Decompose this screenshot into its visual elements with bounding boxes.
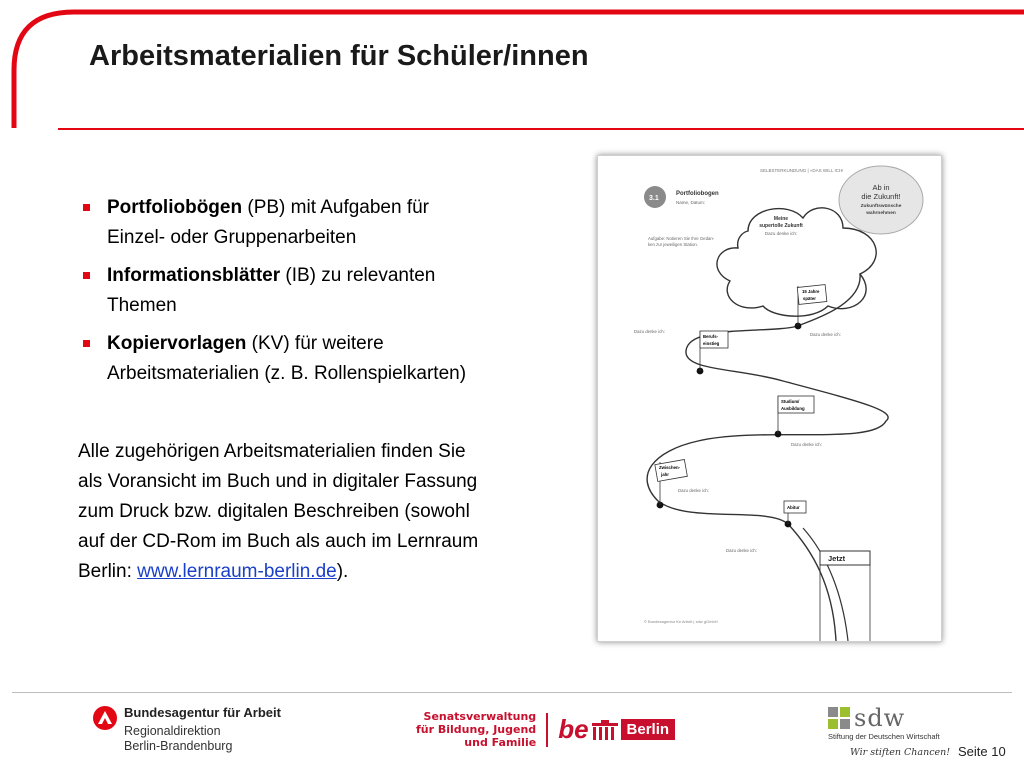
paragraph-line: Alle zugehörigen Arbeitsmaterialien finden Sie [78, 441, 466, 462]
senat-text: für Bildung, Jugend [416, 723, 537, 736]
bullet-text-line2: Arbeitsmaterialien (z. B. Rollenspielkarten) [107, 363, 467, 384]
senat-text: und Familie [464, 736, 537, 749]
ws-flag-berufseinstieg [700, 331, 728, 371]
ws-cloud-text: Meine [773, 216, 789, 222]
bullet-bold: Informationsblätter [107, 265, 281, 286]
ws-badge-text: Zukunftswünsche [860, 204, 902, 209]
ws-note: Dazu denke ich: [726, 548, 757, 553]
ws-flag-text: Zwischen- [659, 465, 681, 470]
page-number: Seite 10 [958, 744, 1006, 759]
ws-flag-text: Studium/ [781, 399, 800, 404]
senat-text: Senatsverwaltung [423, 710, 537, 723]
bullet-text-line2: Einzel- oder Gruppenarbeiten [107, 227, 357, 248]
ws-note: Dazu denke ich: [791, 442, 822, 447]
ba-logo [92, 705, 281, 754]
bullet-item [80, 193, 560, 253]
bullet-marker-icon [83, 272, 90, 279]
bullet-list [80, 193, 560, 397]
slide-title: Arbeitsmaterialien für Schüler/innen [89, 40, 589, 72]
ws-jetzt-text: Jetzt [828, 554, 846, 563]
bullet-marker-icon [83, 340, 90, 347]
footer-divider [12, 692, 1012, 693]
ws-road [647, 274, 888, 641]
ws-flag-text: Berufs- [703, 334, 719, 339]
paragraph-last-line [78, 557, 578, 587]
worksheet-preview [597, 155, 942, 642]
ws-task-line: Aufgabe: Notieren Sie Ihre Gedan- [648, 236, 715, 241]
paragraph-line: als Voransicht im Buch und in digitaler Fassung [78, 471, 478, 492]
ws-cloud-text: supertolle Zukunft [759, 223, 803, 229]
berlin-gate-icon [591, 719, 619, 741]
ws-task-line: ken zur jeweiligen Station. [648, 242, 698, 247]
bullet-bold: Kopiervorlagen [107, 333, 247, 354]
ws-heading: Portfoliobogen [676, 191, 719, 197]
ws-cloud-text: Dazu denke ich: [764, 231, 798, 236]
ws-badge-text: Ab in [872, 183, 890, 192]
ws-number: 3.1 [649, 195, 659, 202]
ws-badge-text: wahrnehmen [866, 211, 896, 216]
senat-logo [416, 710, 675, 749]
bullet-text-line2: Themen [107, 295, 177, 316]
sdw-logo-icon [828, 707, 850, 729]
sdw-slogan: Wir stiften Chancen! [850, 747, 951, 758]
ws-flag-abitur [784, 501, 806, 524]
bullet-marker-icon [83, 204, 90, 211]
sdw-logo [828, 704, 950, 758]
senat-divider [546, 713, 548, 747]
bullet-text: (KV) für weitere [246, 333, 384, 354]
bullet-item [80, 261, 560, 321]
ws-badge-text: die Zukunft! [861, 192, 901, 201]
ba-name: Bundesagentur für Arbeit [124, 705, 281, 720]
ba-logo-icon [92, 705, 118, 731]
ws-header: SELBSTERKUNDUNG | »DAS WILL ICH! [760, 168, 844, 173]
ws-name-line: Name, Datum: [676, 200, 706, 205]
sdw-wordmark: sdw [854, 704, 906, 732]
ws-flag-studium [778, 396, 814, 434]
ws-flag-zwischenjahr [655, 460, 687, 505]
ba-sub: Regionaldirektion [124, 724, 221, 738]
info-paragraph [78, 437, 578, 587]
ws-note: Dazu denke ich: [678, 488, 709, 493]
paragraph-prefix: Berlin: [78, 561, 138, 582]
ws-flag-text: jahr [661, 472, 669, 477]
ws-flag-text: später [803, 296, 816, 301]
ws-note: Dazu denke ich: [634, 329, 665, 334]
ws-flag-text: Ausbildung [781, 406, 805, 411]
be-wordmark: be [558, 714, 589, 744]
paragraph-line: zum Druck bzw. digitalen Beschreiben (sowohl [78, 501, 470, 522]
bullet-item [80, 329, 560, 389]
bullet-text: (PB) mit Aufgaben für [242, 197, 430, 218]
ws-note: Dazu denke ich: [810, 332, 841, 337]
paragraph-suffix: ). [336, 561, 349, 582]
ws-copyright: © Bundesagentur für Arbeit | sdw gGmbH [644, 619, 718, 624]
bullet-bold: Portfoliobögen [107, 197, 243, 218]
berlin-wordmark: Berlin [621, 719, 676, 740]
ws-flag-text: einstieg [703, 341, 720, 346]
ws-flag-text: Abitur [787, 505, 800, 510]
sdw-subtitle: Stiftung der Deutschen Wirtschaft [828, 732, 940, 741]
ba-sub: Berlin-Brandenburg [124, 739, 233, 753]
paragraph-line: auf der CD-Rom im Buch als auch im Lernraum [78, 531, 479, 552]
ws-flag-text: 15 Jahre [802, 289, 820, 294]
bullet-text: (IB) zu relevanten [280, 265, 436, 286]
lernraum-link[interactable]: www.lernraum-berlin.de [137, 561, 337, 582]
